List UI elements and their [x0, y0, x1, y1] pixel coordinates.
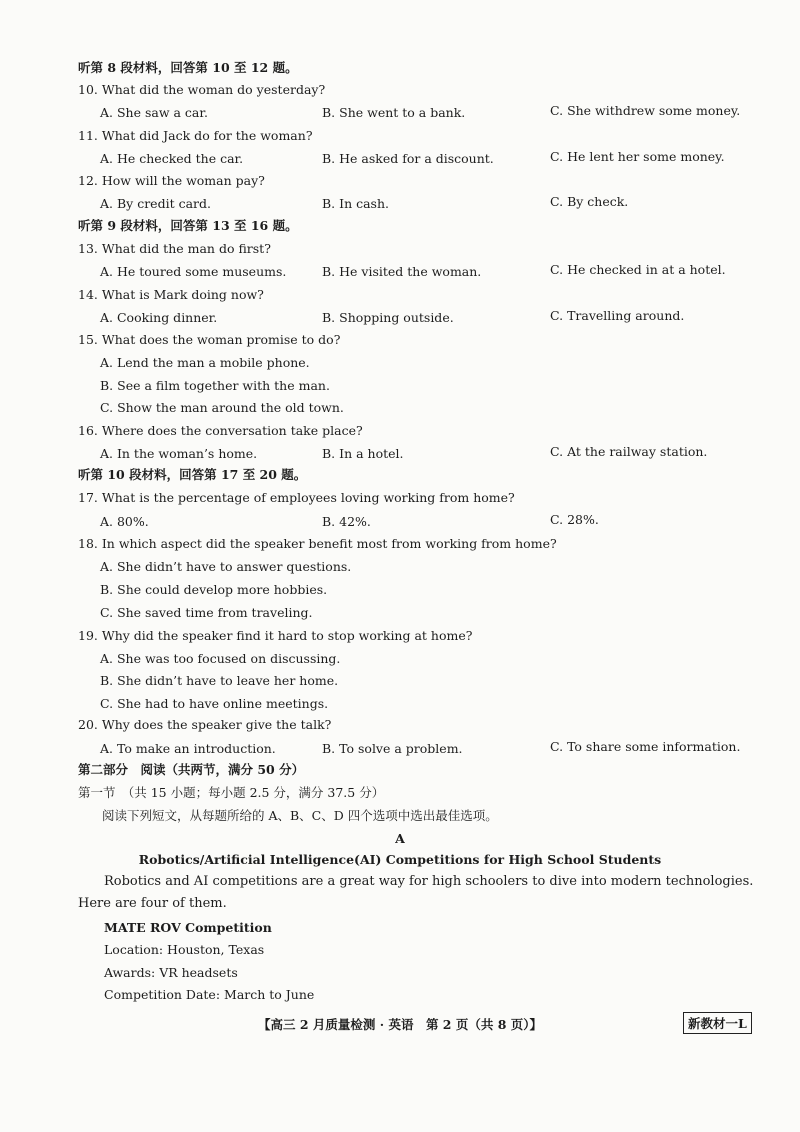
page-footer: 【高三 2 月质量检测 · 英语 第 2 页（共 8 页）】 [257, 1017, 542, 1032]
question-12: 12. How will the woman pay? [78, 173, 265, 188]
question-14: 14. What is Mark doing now? [78, 287, 264, 302]
q14-option-b: B. Shopping outside. [322, 310, 454, 325]
q15-option-c: C. Show the man around the old town. [100, 400, 344, 415]
q18-option-a: A. She didn’t have to answer questions. [100, 559, 352, 574]
competition-date: Competition Date: March to June [104, 987, 315, 1002]
q12-option-a: A. By credit card. [100, 196, 211, 211]
q12-option-c: C. By check. [550, 194, 629, 209]
passage-title: Robotics/Artificial Intelligence(AI) Competitions for High School Students [138, 852, 662, 867]
question-17: 17. What is the percentage of employees loving working from home? [78, 490, 515, 505]
q20-option-a: A. To make an introduction. [100, 741, 276, 756]
q16-option-c: C. At the railway station. [550, 444, 708, 459]
q14-option-c: C. Travelling around. [550, 308, 685, 323]
section-one-heading: 第一节 （共 15 小题；每小题 2.5 分，满分 37.5 分） [78, 785, 385, 800]
question-18: 18. In which aspect did the speaker benefit most from working from home? [78, 536, 557, 551]
q19-option-c: C. She had to have online meetings. [100, 696, 329, 711]
q11-option-a: A. He checked the car. [100, 151, 244, 166]
section-heading-9: 听第 9 段材料，回答第 13 至 16 题。 [78, 218, 298, 233]
part-two-heading: 第二部分 阅读（共两节，满分 50 分） [78, 762, 305, 777]
q17-option-b: B. 42%. [322, 514, 371, 529]
q13-option-b: B. He visited the woman. [322, 264, 482, 279]
competition-location: Location: Houston, Texas [104, 942, 265, 957]
q12-option-b: B. In cash. [322, 196, 389, 211]
passage-letter: A [395, 831, 405, 846]
q13-option-c: C. He checked in at a hotel. [550, 262, 726, 277]
question-15: 15. What does the woman promise to do? [78, 332, 341, 347]
q19-option-b: B. She didn’t have to leave her home. [100, 673, 339, 688]
edition-badge: 新教材一L [683, 1012, 752, 1034]
q20-option-b: B. To solve a problem. [322, 741, 463, 756]
passage-intro: Robotics and AI competitions are a great way for high schoolers to dive into modern technologies. Here are four of them. [78, 874, 754, 911]
question-20: 20. Why does the speaker give the talk? [78, 717, 332, 732]
q10-option-a: A. She saw a car. [100, 105, 208, 120]
question-11: 11. What did Jack do for the woman? [78, 128, 313, 143]
section-heading-10: 听第 10 段材料，回答第 17 至 20 题。 [78, 467, 307, 482]
question-16: 16. Where does the conversation take place? [78, 423, 363, 438]
reading-instruction: 阅读下列短文，从每题所给的 A、B、C、D 四个选项中选出最佳选项。 [102, 808, 498, 823]
question-19: 19. Why did the speaker find it hard to stop working at home? [78, 628, 473, 643]
competition-awards: Awards: VR headsets [104, 965, 238, 980]
section-heading-8: 听第 8 段材料，回答第 10 至 12 题。 [78, 60, 298, 75]
question-13: 13. What did the man do first? [78, 241, 271, 256]
q17-option-a: A. 80%. [100, 514, 149, 529]
q18-option-b: B. She could develop more hobbies. [100, 582, 328, 597]
q15-option-a: A. Lend the man a mobile phone. [100, 355, 310, 370]
q20-option-c: C. To share some information. [550, 739, 741, 754]
competition-name: MATE ROV Competition [104, 920, 272, 935]
q17-option-c: C. 28%. [550, 512, 599, 527]
q19-option-a: A. She was too focused on discussing. [100, 651, 341, 666]
q13-option-a: A. He toured some museums. [100, 264, 287, 279]
q16-option-a: A. In the woman’s home. [100, 446, 258, 461]
q16-option-b: B. In a hotel. [322, 446, 404, 461]
q15-option-b: B. See a film together with the man. [100, 378, 330, 393]
q11-option-b: B. He asked for a discount. [322, 151, 494, 166]
q14-option-a: A. Cooking dinner. [100, 310, 218, 325]
q10-option-b: B. She went to a bank. [322, 105, 466, 120]
q18-option-c: C. She saved time from traveling. [100, 605, 313, 620]
question-10: 10. What did the woman do yesterday? [78, 82, 326, 97]
q11-option-c: C. He lent her some money. [550, 149, 725, 164]
q10-option-c: C. She withdrew some money. [550, 103, 741, 118]
